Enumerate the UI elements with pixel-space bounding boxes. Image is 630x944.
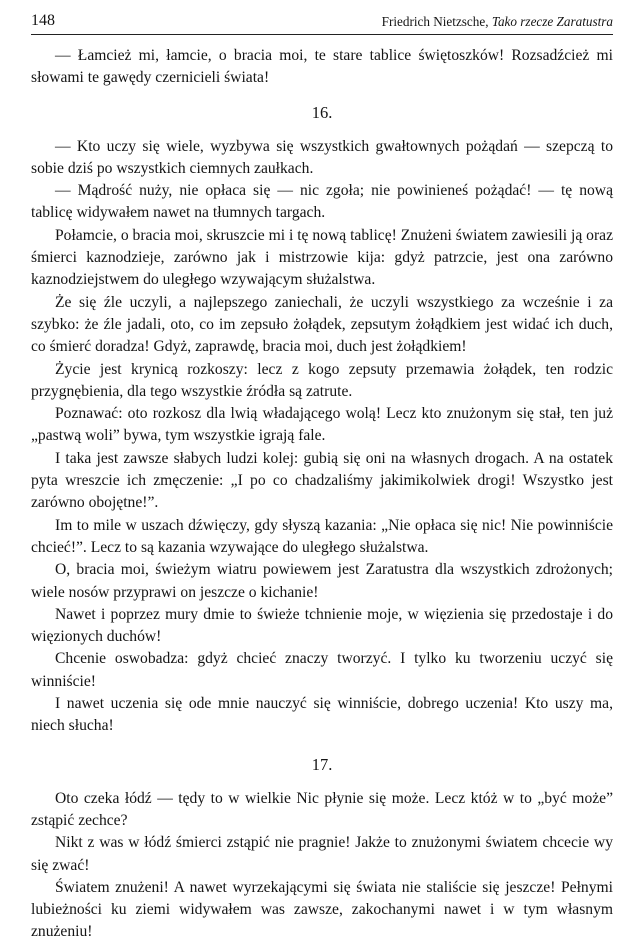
running-title (382, 14, 613, 30)
page-body (31, 45, 613, 944)
paragraph: I taka jest zawsze słabych ludzi kolej: gubią się oni na własnych drogach. A na ostatek pyta wreszcie ich zmęczenie: „I po co chadzaliśmy jakimikolwiek drogi! Wszystko jest zarówno obojętne!”. (31, 449, 613, 512)
paragraph: Życie jest krynicą rozkoszy: lecz z kogo zepsuty przemawia żołądek, ten rodzic przygnębienia, dla tego wszystkie źródła są zatrute. (31, 360, 613, 400)
paragraph: — Kto uczy się wiele, wyzbywa się wszystkich gwałtownych pożądań — szepczą to sobie dziś po wszystkich ciemnych zaułkach. (31, 137, 613, 177)
paragraph: Poznawać: oto rozkosz dla lwią władającego wolą! Lecz kto znużonym się stał, ten już „pastwą woli” bywa, tym wszystkie igrają fale. (31, 405, 613, 445)
book-title: Tako rzecze Zaratustra (491, 14, 613, 29)
paragraph: O, bracia moi, świeżym wiatru powiewem jest Zaratustra dla wszystkich zdrożonych; wiele nosów przyprawi on jeszcze o kichanie! (31, 561, 613, 601)
paragraph: Że się źle uczyli, a najlepszego zaniechali, że uczyli wszystkiego za wcześnie i za szybko: że źle jadali, oto, co im zepsuło żołądek, zepsutym żołądkiem jest widać ich duch, co śmierć doradza! Gdyż, zaprawdę, bracia moi, duch jest żołądkiem! (31, 293, 613, 356)
paragraph: I nawet uczenia się ode mnie nauczyć się winniście, dobrego uczenia! Kto uszy ma, niech słucha! (31, 695, 613, 735)
page-number: 148 (31, 12, 55, 29)
running-header (31, 10, 613, 35)
paragraph: — Łamcież mi, łamcie, o bracia moi, te stare tablice świętoszków! Rozsadźcież mi słowami te gawędy czernicieli świata! (31, 47, 613, 87)
author-name: Friedrich Nietzsche, (381, 14, 489, 29)
paragraph: Oto czeka łódź — tędy to w wielkie Nic płynie się może. Lecz któż w to „być może” zstąpić zechce? (31, 789, 613, 829)
paragraph: Połamcie, o bracia moi, skruszcie mi i tę nową tablicę! Znużeni światem zawiesili ją oraz śmierci kaznodzieje, zarówno jak i mistrzowie kija: gdyż patrzcie, jest ona zarówno kaznodziejstwem do uległego wzywającym służalstwa. (31, 226, 613, 289)
paragraph: — Mądrość nuży, nie opłaca się — nic zgoła; nie powinieneś pożądać! — tę nową tablicę widywałem nawet na tłumnych targach. (31, 182, 613, 222)
paragraph: Chcenie oswobadza: gdyż chcieć znaczy tworzyć. I tylko ku tworzeniu uczyć się winniście! (31, 650, 613, 690)
section-heading-16: 16. (311, 102, 333, 122)
paragraph: Nikt z was w łódź śmierci zstąpić nie pragnie! Jakże to znużonymi światem chcecie wy się zwać! (31, 834, 613, 874)
paragraph: Nawet i poprzez mury dmie to świeże tchnienie moje, w więzienia się przedostaje i do więzionych duchów! (31, 605, 613, 646)
paragraph: Im to mile w uszach dźwięczy, gdy słyszą kazania: „Nie opłaca się nic! Nie powinniście chcieć!”. Lecz to są kazania wzywające do uległego służalstwa. (31, 516, 613, 556)
paragraph: Światem znużeni! A nawet wyrzekającymi się świata nie staliście się jeszcze! Pełnymi lubieżności ku ziemi widywałem was zawsze, zakochanymi nawet i w tym własnym znużeniu! (31, 878, 613, 941)
section-heading-17: 17. (311, 754, 333, 774)
